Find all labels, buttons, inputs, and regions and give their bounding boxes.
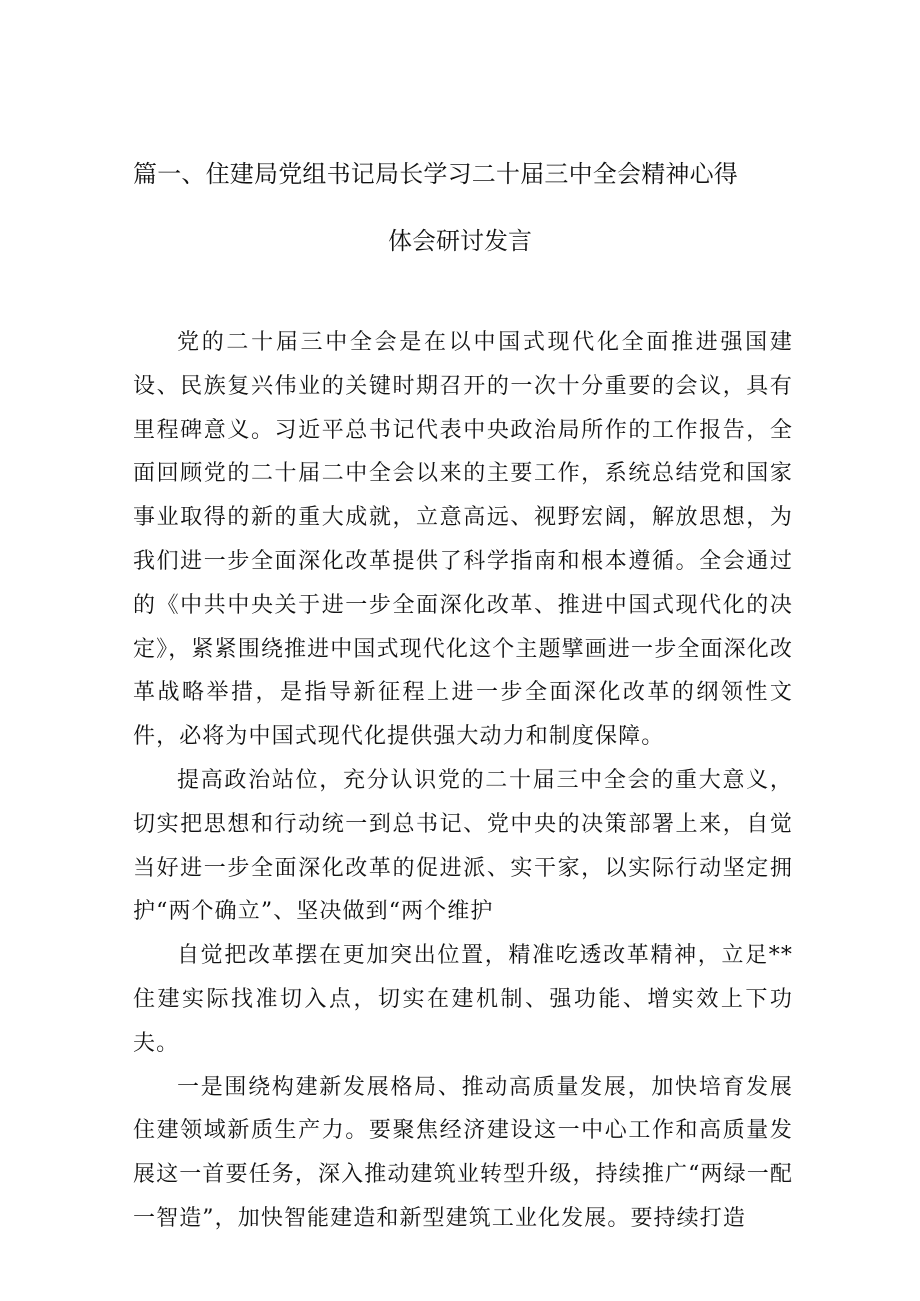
paragraph: 自觉把改革摆在更加突出位置，精准吃透改革精神，立足**住建实际找准切入点，切实在建机制、强功能、增实效上下功夫。	[133, 943, 793, 1056]
document-title-line-2: 体会研讨发言	[388, 227, 532, 255]
document-body	[133, 321, 793, 1241]
document-title-line-1: 篇一、住建局党组书记局长学习二十届三中全会精神心得	[133, 160, 738, 188]
paragraph: 一是围绕构建新发展格局、推动高质量发展，加快培育发展住建领域新质生产力。要聚焦经济建设这一中心工作和高质量发展这一首要任务，深入推动建筑业转型升级，持续推广“两绿一配一智造”，加快智能建造和新型建筑工业化发展。要持续打造	[133, 1074, 793, 1231]
paragraph: 提高政治站位，充分认识党的二十届三中全会的重大意义，切实把思想和行动统一到总书记、党中央的决策部署上来，自觉当好进一步全面深化改革的促进派、实干家，以实际行动坚定拥护“两个确立”、坚决做到“两个维护	[133, 767, 793, 925]
paragraph: 党的二十届三中全会是在以中国式现代化全面推进强国建设、民族复兴伟业的关键时期召开的一次十分重要的会议，具有里程碑意义。习近平总书记代表中央政治局所作的工作报告，全面回顾党的二十届二中全会以来的主要工作，系统总结党和国家事业取得的新的重大成就，立意高远、视野宏阔，解放思想，为我们进一步全面深化改革提供了科学指南和根本遵循。全会通过的《中共中央关于进一步全面深化改革、推进中国式现代化的决定》，紧紧围绕推进中国式现代化这个主题擘画进一步全面深化改革战略举措，是指导新征程上进一步全面深化改革的纲领性文件，必将为中国式现代化提供强大动力和制度保障。	[133, 330, 793, 750]
